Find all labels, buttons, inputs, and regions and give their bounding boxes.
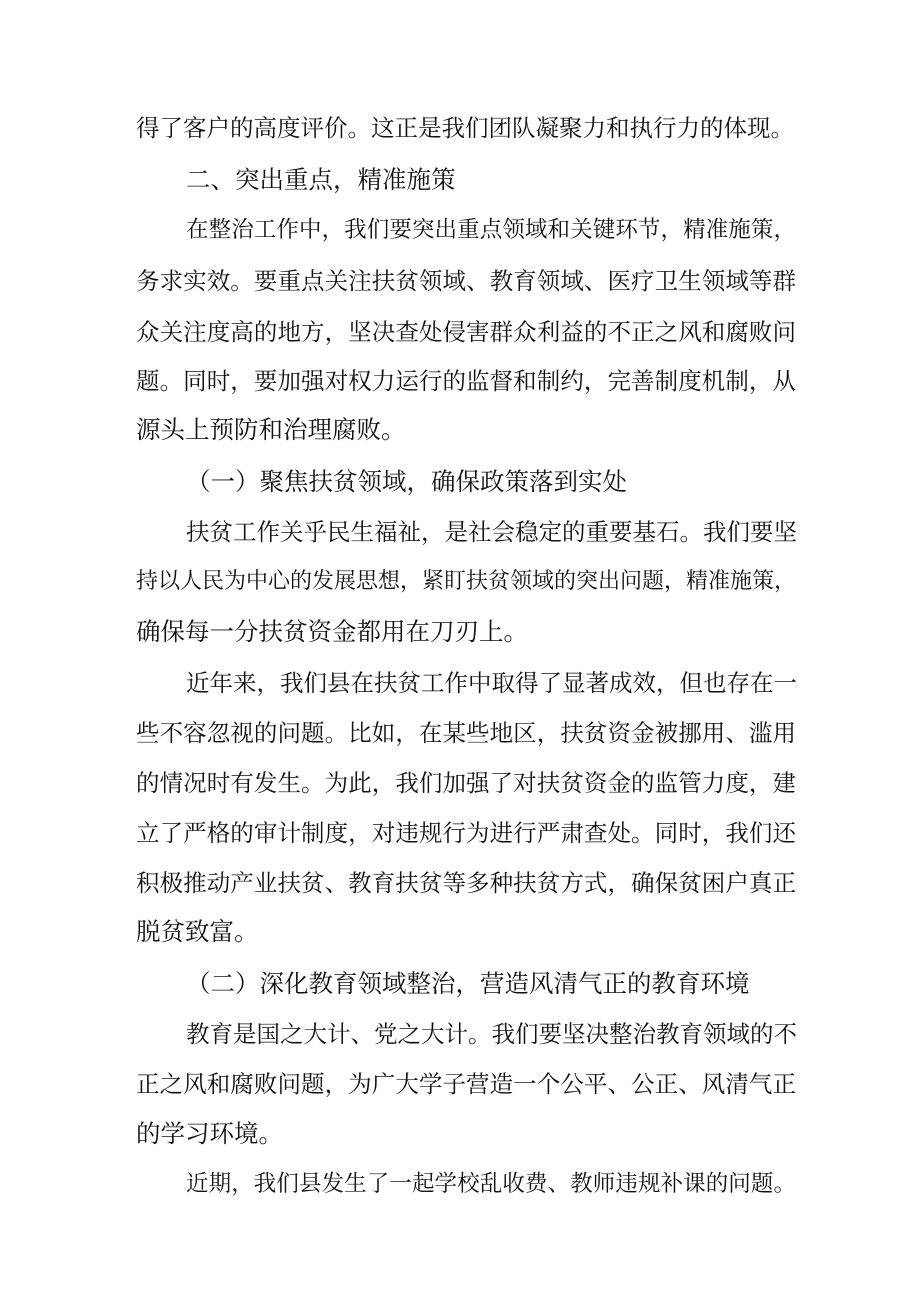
subsection-heading: （二）深化教育领域整治，营造风清气正的教育环境 bbox=[186, 969, 750, 998]
subsection-heading: （一）聚焦扶贫领域，确保政策落到实处 bbox=[186, 467, 627, 496]
paragraph-line: 教育是国之大计、党之大计。我们要坚决整治教育领域的不 bbox=[186, 1020, 797, 1048]
paragraph-line: 在整治工作中，我们要突出重点领域和关键环节，精准施策， bbox=[186, 217, 796, 243]
paragraph-line: 的情况时有发生。为此，我们加强了对扶贫资金的监管力度，建 bbox=[136, 769, 796, 797]
paragraph-line: 近年来，我们县在扶贫工作中取得了显著成效，但也存在一 bbox=[186, 669, 797, 697]
paragraph-line: 务求实效。要重点关注扶贫领域、教育领域、医疗卫生领域等群 bbox=[136, 267, 796, 295]
paragraph-line: 立了严格的审计制度，对违规行为进行严肃查处。同时，我们还 bbox=[136, 819, 796, 847]
paragraph-line: 近期，我们县发生了一起学校乱收费、教师违规补课的问题。 bbox=[186, 1171, 796, 1197]
paragraph-line: 确保每一分扶贫资金都用在刀刃上。 bbox=[136, 617, 528, 646]
section-heading: 二、突出重点，精准施策 bbox=[186, 165, 456, 194]
paragraph-line: 得了客户的高度评价。这正是我们团队凝聚力和执行力的体现。 bbox=[136, 114, 794, 142]
paragraph-line: 源头上预防和治理腐败。 bbox=[136, 415, 406, 444]
paragraph-line: 些不容忽视的问题。比如，在某些地区，扶贫资金被挪用、滥用 bbox=[136, 719, 796, 747]
paragraph-line: 脱贫致富。 bbox=[136, 917, 259, 946]
paragraph-line: 的学习环境。 bbox=[136, 1119, 283, 1148]
paragraph-line: 正之风和腐败问题，为广大学子营造一个公平、公正、风清气正 bbox=[136, 1070, 796, 1098]
paragraph-line: 持以人民为中心的发展思想，紧盯扶贫领域的突出问题，精准施策， bbox=[136, 569, 797, 594]
paragraph-line: 积极推动产业扶贫、教育扶贫等多种扶贫方式，确保贫困户真正 bbox=[136, 869, 796, 897]
paragraph-line: 众关注度高的地方，坚决查处侵害群众利益的不正之风和腐败问 bbox=[136, 318, 796, 346]
paragraph-line: 扶贫工作关乎民生福祉，是社会稳定的重要基石。我们要坚 bbox=[186, 518, 797, 546]
paragraph-line: 题。同时，要加强对权力运行的监督和制约，完善制度机制，从 bbox=[136, 367, 796, 395]
